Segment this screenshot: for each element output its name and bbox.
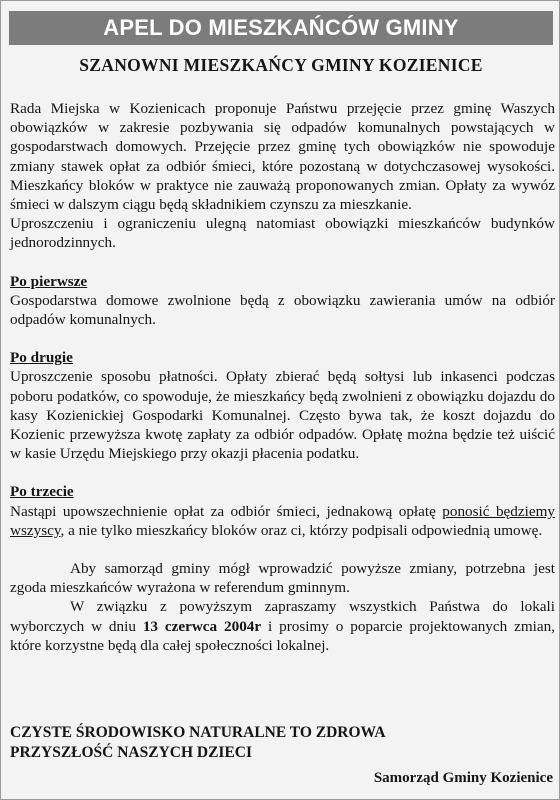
section-text-third xyxy=(10,502,555,540)
invite-text-a: W związku z powyższym zapraszamy wszystkich Państwa do lokali wyborczych w dniu xyxy=(10,598,555,635)
intro-paragraph-2: Uproszczeniu i ograniczeniu ulegną natomiast obowiązki mieszkańców budynków jednorodzinnych. xyxy=(10,215,555,252)
section-heading-first: Po pierwsze xyxy=(10,272,88,290)
referendum-paragraph: Aby samorząd gminy mógł wprowadzić powyższe zmiany, potrzebna jest zgoda mieszkańców wyrażona w referendum gminnym. xyxy=(10,560,555,597)
intro-paragraph: Rada Miejska w Kozienicach proponuje Państwu przejęcie przez gminę Waszych obowiązków w zakresie pozbywania się odpadów komunalnych powstających w gospodarstwach domowych. Przejęcie przez gminę tych obowiązków nie spowoduje zmiany stawek opłat za odbiór śmieci, które pozostaną w dotychczasowej wysokości. Mieszkańcy bloków w praktyce nie zauważą proponowanych zmian. Opłaty za wywóz śmieci w dalszym ciągu będą składnikiem czynszu za mieszkanie. xyxy=(10,100,555,214)
section-heading-third: Po trzecie xyxy=(10,483,74,501)
section-text-first: Gospodarstwa domowe zwolnione będą z obowiązku zawierania umów na odbiór odpadów komunalnych. xyxy=(10,291,555,329)
underlined-phrase: ponosić będziemy wszyscy xyxy=(10,502,555,539)
closing-slogan xyxy=(10,723,555,763)
closing-line-2: PRZYSZŁOŚĆ NASZYCH DZIECI xyxy=(10,744,253,761)
banner-title: APEL DO MIESZKAŃCÓW GMINY xyxy=(9,11,553,45)
closing-line-1: CZYSTE ŚRODOWISKO NATURALNE TO ZDROWA xyxy=(10,724,386,741)
section-text-third-b: , a nie tylko mieszkańcy bloków oraz ci, którzy podpisali odpowiednią umowę. xyxy=(60,521,543,539)
section-heading-second: Po drugie xyxy=(10,349,73,367)
signature: Samorząd Gminy Kozienice xyxy=(373,770,553,786)
invite-paragraph xyxy=(10,597,555,655)
body-text xyxy=(10,99,555,655)
section-text-second: Uproszczenie sposobu płatności. Opłaty zbierać będą sołtysi lub inkasenci podczas poboru podatków, co spowoduje, że mieszkańcy będą zwolnieni z obowiązku dojazdu do kasy Kozienickiej Gospodarki Komunalnej. Często bywa tak, że koszt dojazdu do Kozienic przewyższa kwotę zapłaty za odbiór odpadów. Opłatę można będzie też uiścić w kasie Urzędu Miejskiego przy okazji płacenia podatku. xyxy=(10,368,555,463)
invite-text-b: i prosimy o poparcie projektowanych zmian, które korzystne będą dla całej społeczności lokalnej. xyxy=(10,617,555,654)
section-text-third-a: Nastąpi upowszechnienie opłat za odbiór śmieci, jednakową opłatę xyxy=(10,502,443,520)
referendum-date: 13 czerwca 2004r xyxy=(142,617,262,635)
page-subtitle: SZANOWNI MIESZKAŃCY GMINY KOZIENICE xyxy=(79,55,483,75)
